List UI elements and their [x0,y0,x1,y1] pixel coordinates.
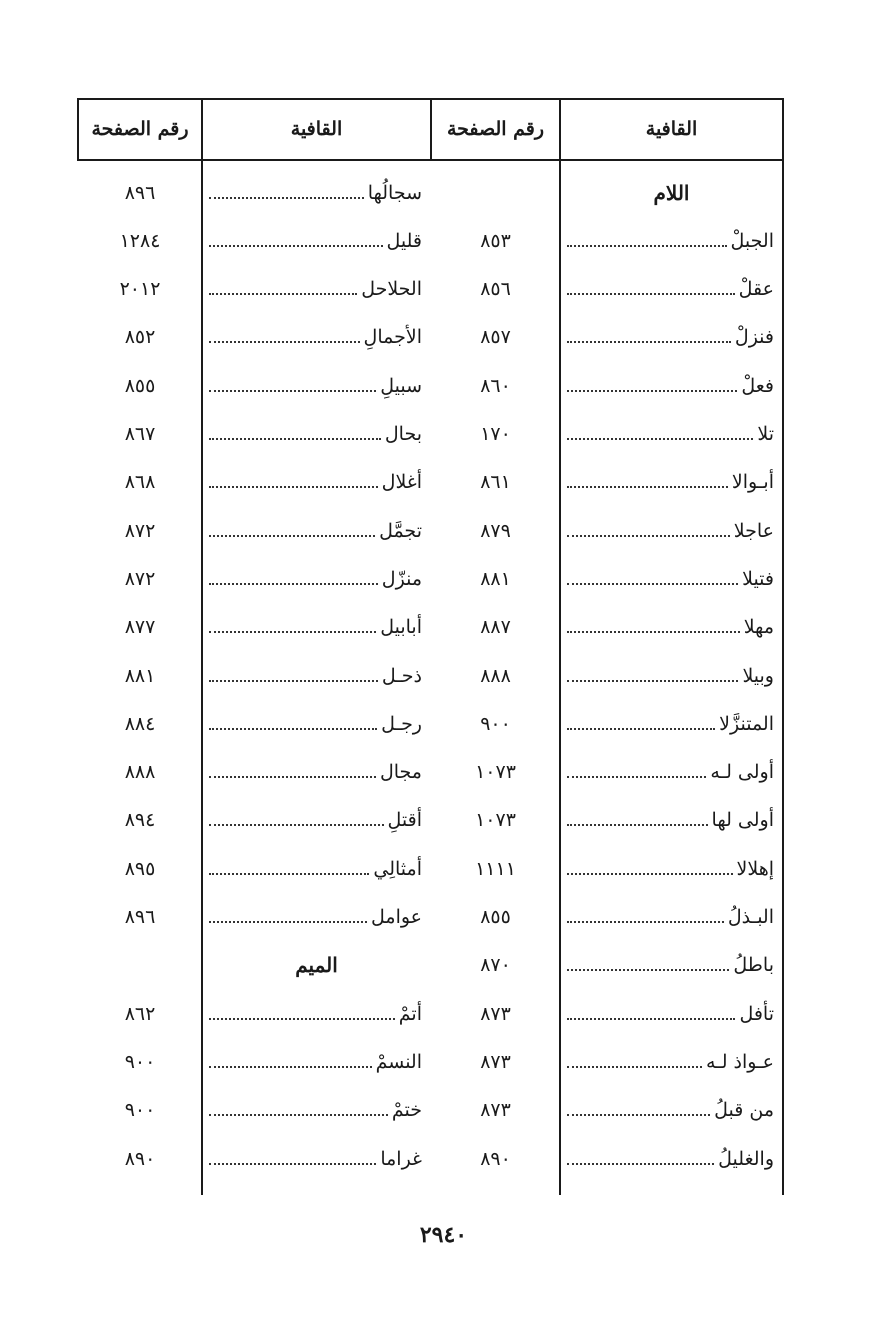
rhyme-text: عـواذ لـه [705,1050,774,1073]
page-ref [79,942,201,989]
dot-leader [209,921,367,923]
page-ref: ٨٥٢ [124,326,156,349]
rhyme-entry [563,1038,780,1085]
rhyme-entry [563,845,780,892]
dot-leader [567,245,727,247]
dot-leader [567,1066,702,1068]
column-divider-1 [559,98,561,1195]
dot-leader [567,390,737,392]
rhyme-text: فنزلْ [734,326,774,349]
rhyme-text: أبـوالا [731,471,774,494]
rhyme-text: باطلُ [733,954,774,977]
rhyme-text: مهلا [743,616,774,639]
rhyme-text: غراما [380,1147,422,1170]
rhyme-entry [563,797,780,844]
section-heading [563,169,780,216]
dot-leader [567,824,708,826]
rhyme-entry [205,555,428,602]
rhyme-entry [205,362,428,409]
rhyme-entry [563,217,780,264]
rhyme-entry [563,894,780,941]
rhyme-entry [205,797,428,844]
rhyme-text: تأفل [739,1002,774,1025]
dot-leader [567,1018,735,1020]
dot-leader [209,197,364,199]
page-ref: ٨٧٣ [480,1099,511,1122]
rhyme-text: بحال [384,423,422,445]
rhyme-text: تجمَّل [379,519,422,542]
rhyme-text: وبيلا [742,664,774,687]
page-ref: ٨٩٠ [480,1147,511,1170]
rhyme-text: الميم [295,953,338,978]
dot-leader [567,535,730,537]
rhyme-entry [205,169,428,216]
rhyme-entry [205,459,428,506]
page-ref: ١٠٧٣ [475,809,516,832]
page-ref: ٨٦٧ [124,423,156,445]
page-ref: ١٧٠ [480,423,511,445]
page-ref: ١٠٧٣ [475,761,516,784]
page-ref: ٨٧٣ [480,1002,511,1025]
rhyme-entry [205,217,428,264]
dot-leader [567,341,731,343]
dot-leader [209,1066,372,1068]
dot-leader [209,486,378,488]
page-ref: ٨٧٠ [480,954,511,977]
rhyme-entry [205,652,428,699]
rhyme-text: ختمْ [391,1099,422,1122]
page-ref: ٨٧٩ [480,519,511,542]
rhyme-text: أولى لـه [710,761,774,784]
header-rhyme-right: القافية [645,118,698,140]
header-page-right: رقم الصفحة [446,118,545,140]
rhyme-entry [205,411,428,458]
rhyme-entry [205,700,428,747]
dot-leader [209,390,376,392]
rhyme-text: البـذلُ [727,906,774,928]
rhyme-entry [563,362,780,409]
dot-leader [567,728,715,730]
dot-leader [567,680,738,682]
rhyme-entry [205,266,428,313]
rhyme-text: سبيلِ [380,374,422,397]
rhyme-text: عوامل [371,906,422,928]
rhyme-entry [563,700,780,747]
rhyme-entry [205,894,428,941]
dot-leader [567,438,753,440]
rhyme-entry [205,990,428,1037]
page-ref: ٨٨٨ [480,664,511,687]
rhyme-entry [563,652,780,699]
rhyme-text: عقلْ [738,278,774,301]
page-ref: ٨٥٥ [124,374,156,397]
dot-leader [567,969,729,971]
page-ref: ٨٧٢ [124,567,156,590]
page-ref: ٩٠٠ [124,1050,156,1073]
page-ref: ٨٨١ [480,567,511,590]
page-ref: ٨٦٨ [124,471,156,494]
rhyme-text: الجبلْ [730,229,774,252]
rhyme-text: منزّل [381,567,422,590]
rhyme-entry [563,314,780,361]
page-ref: ٨٩٥ [124,857,156,880]
rhyme-entry [205,1087,428,1134]
rhyme-text: قليل [386,229,422,252]
rhyme-entry [563,266,780,313]
rhyme-text: فعلْ [741,374,774,397]
rhyme-text: الأجمالِ [363,326,422,349]
page-ref: ٨٩٦ [124,906,156,928]
dot-leader [209,341,360,343]
page-ref: ٨٥٥ [480,906,511,928]
page-ref: ٨٨٧ [480,616,511,639]
column-divider-3 [201,98,203,1195]
page-ref: ٨٦٠ [480,374,511,397]
dot-leader [567,631,740,633]
rhyme-text: من قبلُ [714,1099,774,1122]
page-ref [432,169,559,216]
dot-leader [209,245,383,247]
rhyme-entry [205,314,428,361]
dot-leader [567,1114,710,1116]
page-ref: ٨٨٨ [124,761,156,784]
dot-leader [567,873,733,875]
rhyme-entry [563,604,780,651]
dot-leader [209,728,377,730]
page-ref: ٩٠٠ [124,1099,156,1122]
page-ref: ٨٧٧ [124,616,156,639]
rhyme-entry [563,749,780,796]
rhyme-entry [563,459,780,506]
rhyme-text: اللام [653,180,690,205]
table-right-border [782,98,784,1195]
rhyme-text: أغلال [381,471,422,494]
page-ref: ١١١١ [475,857,516,880]
page-number: ٢٩٤٠ [419,1222,468,1248]
rhyme-entry [205,749,428,796]
section-heading [205,942,428,989]
dot-leader [567,1163,714,1165]
rhyme-entry [205,1038,428,1085]
page-ref: ١٢٨٤ [119,229,161,252]
page-ref: ٨٦٢ [124,1002,156,1025]
dot-leader [567,921,724,923]
dot-leader [209,1018,395,1020]
header-page-left: رقم الصفحة [91,118,189,140]
dot-leader [209,680,378,682]
dot-leader [209,824,384,826]
dot-leader [209,873,369,875]
rhyme-text: مجال [379,761,422,784]
index-table [77,98,784,1195]
rhyme-text: إهلالا [736,857,774,880]
rhyme-text: ذحـل [381,664,422,687]
rhyme-text: سجالُها [367,181,422,204]
page-ref: ٢٠١٢ [119,278,161,301]
rhyme-entry [563,1087,780,1134]
rhyme-text: أبابيل [380,616,422,639]
dot-leader [567,583,738,585]
rhyme-entry [563,555,780,602]
dot-leader [209,293,357,295]
header-rhyme-left: القافية [290,118,343,140]
dot-leader [209,583,378,585]
dot-leader [209,776,376,778]
dot-leader [567,776,706,778]
page-ref: ٨٨٤ [124,712,156,735]
page-ref: ٨٩٦ [124,181,156,204]
page-ref: ٨٧٣ [480,1050,511,1073]
rhyme-entry [205,845,428,892]
rhyme-text: الحلاحل [361,278,422,301]
page-ref: ٨٥٣ [480,229,511,252]
page-ref: ٨٦١ [480,471,511,494]
page-ref: ٨٩٠ [124,1147,156,1170]
rhyme-entry [563,1135,780,1182]
dot-leader [209,1114,388,1116]
rhyme-text: والغليلُ [718,1147,774,1170]
page-ref: ٨٩٤ [124,809,156,832]
dot-leader [209,535,375,537]
rhyme-entry [563,990,780,1037]
rhyme-text: تلا [757,423,774,445]
rhyme-text: رجـل [381,712,422,735]
page-ref: ٨٥٧ [480,326,511,349]
page-ref: ٨٨١ [124,664,156,687]
dot-leader [209,438,381,440]
page-ref: ٨٥٦ [480,278,511,301]
rhyme-entry [205,507,428,554]
rhyme-entry [563,411,780,458]
rhyme-entry [205,1135,428,1182]
dot-leader [567,486,728,488]
dot-leader [567,293,735,295]
page-ref: ٩٠٠ [480,712,511,735]
rhyme-text: أقتلِ [387,809,422,832]
dot-leader [209,1163,376,1165]
dot-leader [209,631,376,633]
rhyme-text: المتنزَّلا [719,712,774,735]
rhyme-entry [205,604,428,651]
rhyme-text: أمثالِي [373,857,422,880]
rhyme-entry [563,507,780,554]
rhyme-text: عاجلا [733,519,774,542]
page-ref: ٨٧٢ [124,519,156,542]
rhyme-text: أولى لها [711,809,774,832]
rhyme-entry [563,942,780,989]
rhyme-text: النسمْ [375,1050,422,1073]
rhyme-text: فتيلا [742,567,774,590]
rhyme-text: أتمْ [398,1002,422,1025]
